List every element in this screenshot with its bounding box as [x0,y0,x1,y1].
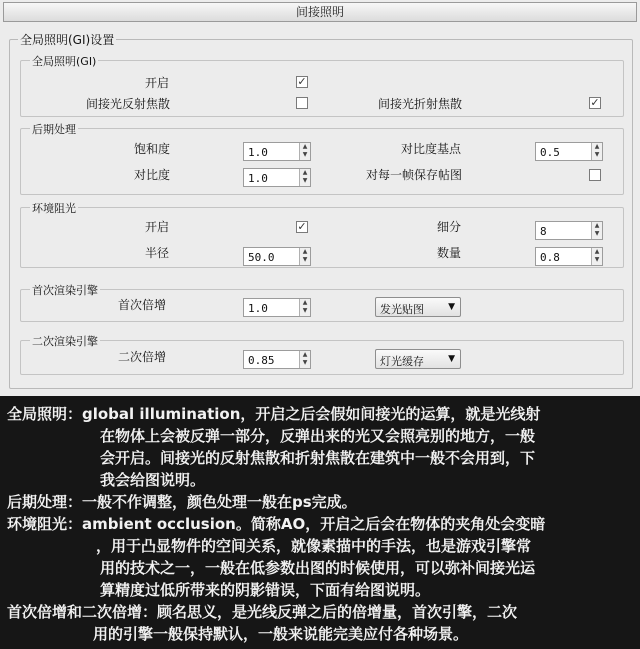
amount-label: 数量 [437,246,462,260]
primary-engine-dropdown[interactable]: 发光贴图 ▼ [375,297,461,317]
refractive-caustics-checkbox[interactable]: ✓ [590,96,600,109]
subdivs-label: 细分 [437,220,462,234]
amount-spinner[interactable]: 0.8 ▲ ▼ [535,247,603,266]
chevron-down-icon: ▼ [448,302,455,312]
spinner-arrows-icon[interactable]: ▲ ▼ [299,248,310,265]
ambient-occlusion-title: 环境阻光 [32,202,76,215]
ao-enable-label: 开启 [145,220,170,234]
save-per-frame-label: 对每一帧保存帖图 [366,168,463,182]
ao-enable-checkbox[interactable]: ✓ [297,220,307,233]
explanation-line: 后期处理：一般不作调整，颜色处理一般在ps完成。 [7,493,357,511]
ambient-occlusion-group [20,207,624,268]
contrast-label: 对比度 [134,168,171,182]
spinner-arrows-icon[interactable]: ▲ ▼ [591,143,602,160]
subdivs-spinner[interactable]: 8 ▲ ▼ [535,221,603,240]
explanation-line: 我会给图说明。 [100,471,206,489]
secondary-engine-dropdown[interactable]: 灯光缓存 ▼ [375,349,461,369]
spinner-arrows-icon[interactable]: ▲ ▼ [299,351,310,368]
radius-spinner[interactable]: 50.0 ▲ ▼ [243,247,311,266]
explanation-line: 在物体上会被反弹一部分，反弹出来的光又会照亮别的地方，一般 [100,427,536,445]
gi-settings-group-title: 全局照明(GI)设置 [20,33,115,47]
contrast-base-label: 对比度基点 [401,142,462,156]
saturation-spinner[interactable]: 1.0 ▲ ▼ [243,142,311,161]
reflective-caustics-label: 间接光反射焦散 [86,97,171,111]
post-processing-title: 后期处理 [32,123,76,136]
contrast-spinner[interactable]: 1.0 ▲ ▼ [243,168,311,187]
explanation-line: ，用于凸显物件的空间关系，就像素描中的手法，也是游戏引擎常 [96,537,532,555]
spinner-arrows-icon[interactable]: ▲ ▼ [591,248,602,265]
secondary-engine-group [20,340,624,375]
contrast-base-spinner[interactable]: 0.5 ▲ ▼ [535,142,603,161]
spinner-arrows-icon[interactable]: ▲ ▼ [299,143,310,160]
explanation-line: 环境阻光：ambient occlusion。简称AO，开启之后会在物体的夹角处会变暗 [7,515,546,533]
spinner-arrows-icon[interactable]: ▲ ▼ [299,299,310,316]
explanation-line: 用的引擎一般保持默认，一般来说能完美应付各种场景。 [93,625,469,643]
explanation-text-block [0,396,640,649]
explanation-line: 首次倍增和二次倍增：顾名思义，是光线反弹之后的倍增量，首次引擎，二次 [7,603,518,621]
secondary-multiplier-spinner[interactable]: 0.85 ▲ ▼ [243,350,311,369]
primary-multiplier-label: 首次倍增 [118,298,167,312]
gi-enable-checkbox[interactable]: ✓ [297,75,307,88]
saturation-label: 饱和度 [134,142,171,156]
chevron-down-icon: ▼ [448,354,455,364]
primary-engine-group [20,289,624,322]
spinner-arrows-icon[interactable]: ▲ ▼ [299,169,310,186]
gi-group-title: 全局照明(GI) [32,55,97,68]
explanation-line: 算精度过低所带来的阴影错误，下面有给图说明。 [100,581,431,599]
post-processing-group [20,128,624,195]
secondary-engine-title: 二次渲染引擎 [32,335,98,348]
explanation-line: 用的技术之一，一般在低参数出图的时候使用，可以弥补间接光运 [100,559,536,577]
rollout-title-bar[interactable]: 间接照明 [3,2,637,22]
primary-multiplier-spinner[interactable]: 1.0 ▲ ▼ [243,298,311,317]
secondary-multiplier-label: 二次倍增 [118,350,167,364]
radius-label: 半径 [145,246,170,260]
save-per-frame-checkbox[interactable] [589,169,601,181]
explanation-line: 全局照明：global illumination，开启之后会假如间接光的运算，就是光线射 [7,405,541,423]
spinner-arrows-icon[interactable]: ▲ ▼ [591,222,602,239]
explanation-line: 会开启。间接光的反射焦散和折射焦散在建筑中一般不会用到，下 [100,449,536,467]
reflective-caustics-checkbox[interactable] [296,97,308,109]
refractive-caustics-label: 间接光折射焦散 [378,97,463,111]
primary-engine-title: 首次渲染引擎 [32,284,98,297]
gi-enable-label: 开启 [145,76,170,90]
